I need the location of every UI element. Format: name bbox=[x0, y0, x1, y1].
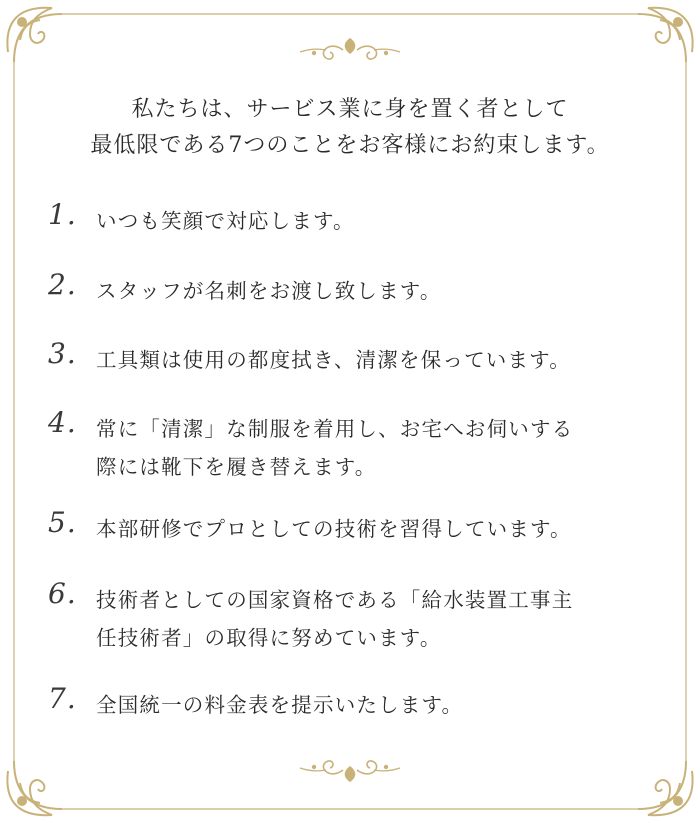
item-text: いつも笑顔で対応します。 bbox=[96, 209, 355, 233]
intro-line-2: 最低限である7つのことをお客様にお約束します。 bbox=[90, 133, 610, 158]
item-text: 全国統一の料金表を提示いたします。 bbox=[96, 693, 464, 717]
intro-line-1: 私たちは、サービス業に身を置く者として bbox=[131, 97, 569, 122]
item-number: 6. bbox=[48, 577, 77, 610]
item-number: 4. bbox=[48, 406, 77, 439]
item-number: 3. bbox=[48, 337, 77, 370]
item-number: 5. bbox=[48, 506, 77, 539]
item-number: 7. bbox=[48, 682, 77, 715]
item-text: 常に「清潔」な制服を着用し、お宅へお伺いする 際には靴下を履き替えます。 bbox=[96, 417, 574, 479]
item-text: 本部研修でプロとしての技術を習得しています。 bbox=[96, 517, 572, 541]
item-text: スタッフが名刺をお渡し致します。 bbox=[96, 279, 442, 303]
item-text: 技術者としての国家資格である「給水装置工事主 任技術者」の取得に努めています。 bbox=[96, 588, 574, 650]
item-text: 工具類は使用の都度拭き、清潔を保っています。 bbox=[96, 348, 571, 372]
item-number: 1. bbox=[48, 198, 77, 231]
item-number: 2. bbox=[48, 268, 77, 301]
